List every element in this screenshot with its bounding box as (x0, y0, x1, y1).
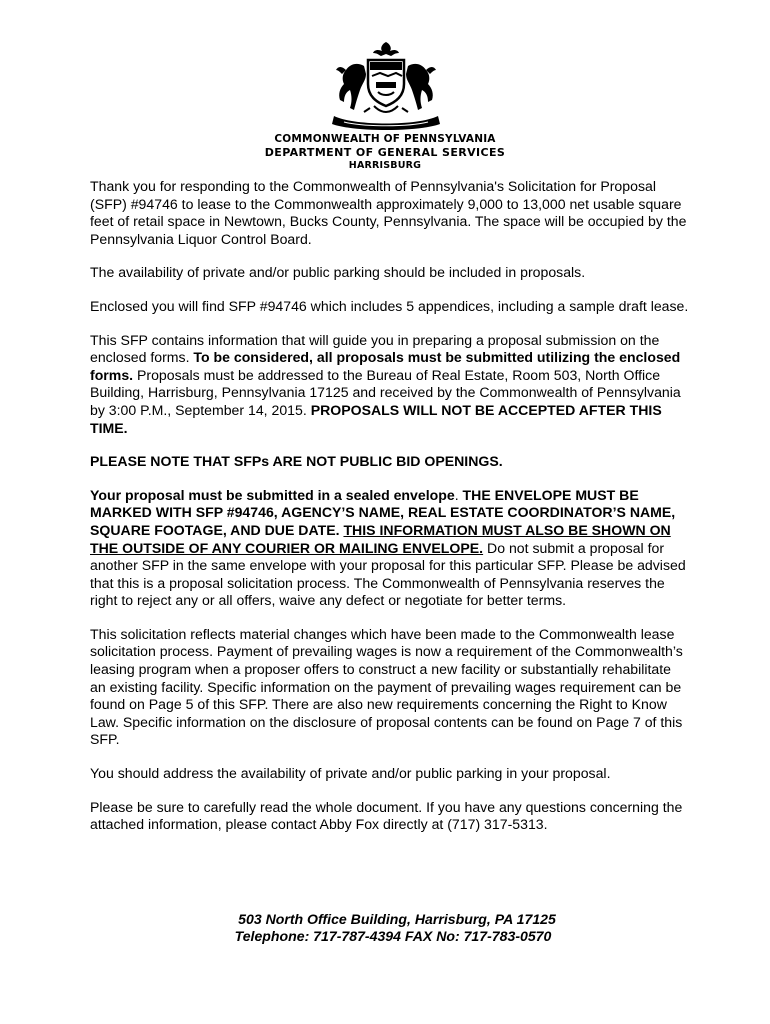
footer-address: 503 North Office Building, Harrisburg, PA 17125 (238, 911, 556, 927)
pennsylvania-seal-icon (324, 40, 448, 132)
paragraph-parking-address: You should address the availability of private and/or public parking in your proposal. (90, 765, 611, 782)
submission-forms-requirement: To be considered, all proposals must be submitted utilizing the enclosed forms. (90, 349, 681, 383)
submission-deadline-warning: PROPOSALS WILL NOT BE ACCEPTED AFTER THIS TIME. (90, 401, 662, 436)
letter-body (90, 178, 690, 834)
paragraph-envelope (90, 487, 690, 610)
paragraph-bid-note: PLEASE NOTE THAT SFPs ARE NOT PUBLIC BID OPENINGS. (90, 453, 503, 470)
agency-line-department: DEPARTMENT OF GENERAL SERVICES (264, 146, 506, 159)
agency-line-commonwealth: COMMONWEALTH OF PENNSYLVANIA (274, 133, 496, 145)
paragraph-intro: Thank you for responding to the Commonwealth of Pennsylvania's Solicitation for Proposal (SFP) #94746 to lease to the Commonwealth approximately 9,000 to 13,000 net usable square feet of retail space in Newtown, Bucks County, Pennsylvania. The space will be occupied by the Pennsylvania Liquor Control Board. (90, 178, 687, 247)
submission-text-1: This SFP contains information that will guide you in preparing a proposal submission on the enclosed forms. (90, 331, 660, 366)
footer-phones: Telephone: 717-787-4394 FAX No: 717-783-0570 (234, 928, 552, 944)
submission-text-2: Proposals must be addressed to the Bureau of Real Estate, Room 503, North Office Building, Harrisburg, Pennsylvania 17125 and received by the Commonwealth of Pennsylvania by 3:00 P.M., September 14, 2015. (90, 366, 681, 418)
paragraph-contact: Please be sure to carefully read the whole document. If you have any questions concerning the attached information, please contact Abby Fox directly at (717) 317-5313. (90, 798, 683, 833)
paragraph-submission (90, 332, 690, 438)
envelope-marking-requirement: THE ENVELOPE MUST BE MARKED WITH SFP #94746, AGENCY’S NAME, REAL ESTATE COORDINATOR’S NAME, SQUARE FOOTAGE, AND DUE DATE. (90, 486, 676, 538)
envelope-courier-requirement: THIS INFORMATION MUST ALSO BE SHOWN ON THE OUTSIDE OF ANY COURIER OR MAILING ENVELOPE. (90, 521, 671, 556)
paragraph-changes: This solicitation reflects material changes which have been made to the Commonwealth lease solicitation process. Payment of prevailing wages is now a requirement of the Commonwealth’s leasing program when a proposer offers to construct a new facility or substantially rehabilitate an existing facility. Specific information on the payment of prevailing wages requirement can be found on Page 5 of this SFP. There are also new requirements concerning the Right to Know Law. Specific information on the disclosure of proposal contents can be found on Page 7 of this SFP. (90, 625, 683, 748)
paragraph-parking: The availability of private and/or public parking should be included in proposals. (90, 264, 586, 281)
envelope-text: Do not submit a proposal for another SFP in the same envelope with your proposal for this particular SFP. Please be advised that this is a proposal solicitation process. The Commonwealth of Pennsylvania reserves the right to reject any or all offers, waive any defect or negotiate for better terms. (90, 539, 686, 609)
envelope-period: . (454, 486, 463, 503)
agency-line-city: HARRISBURG (348, 160, 422, 171)
paragraph-enclosed: Enclosed you will find SFP #94746 which includes 5 appendices, including a sample draft lease. (90, 297, 689, 314)
envelope-sealed-note: Your proposal must be submitted in a sealed envelope (90, 486, 455, 503)
